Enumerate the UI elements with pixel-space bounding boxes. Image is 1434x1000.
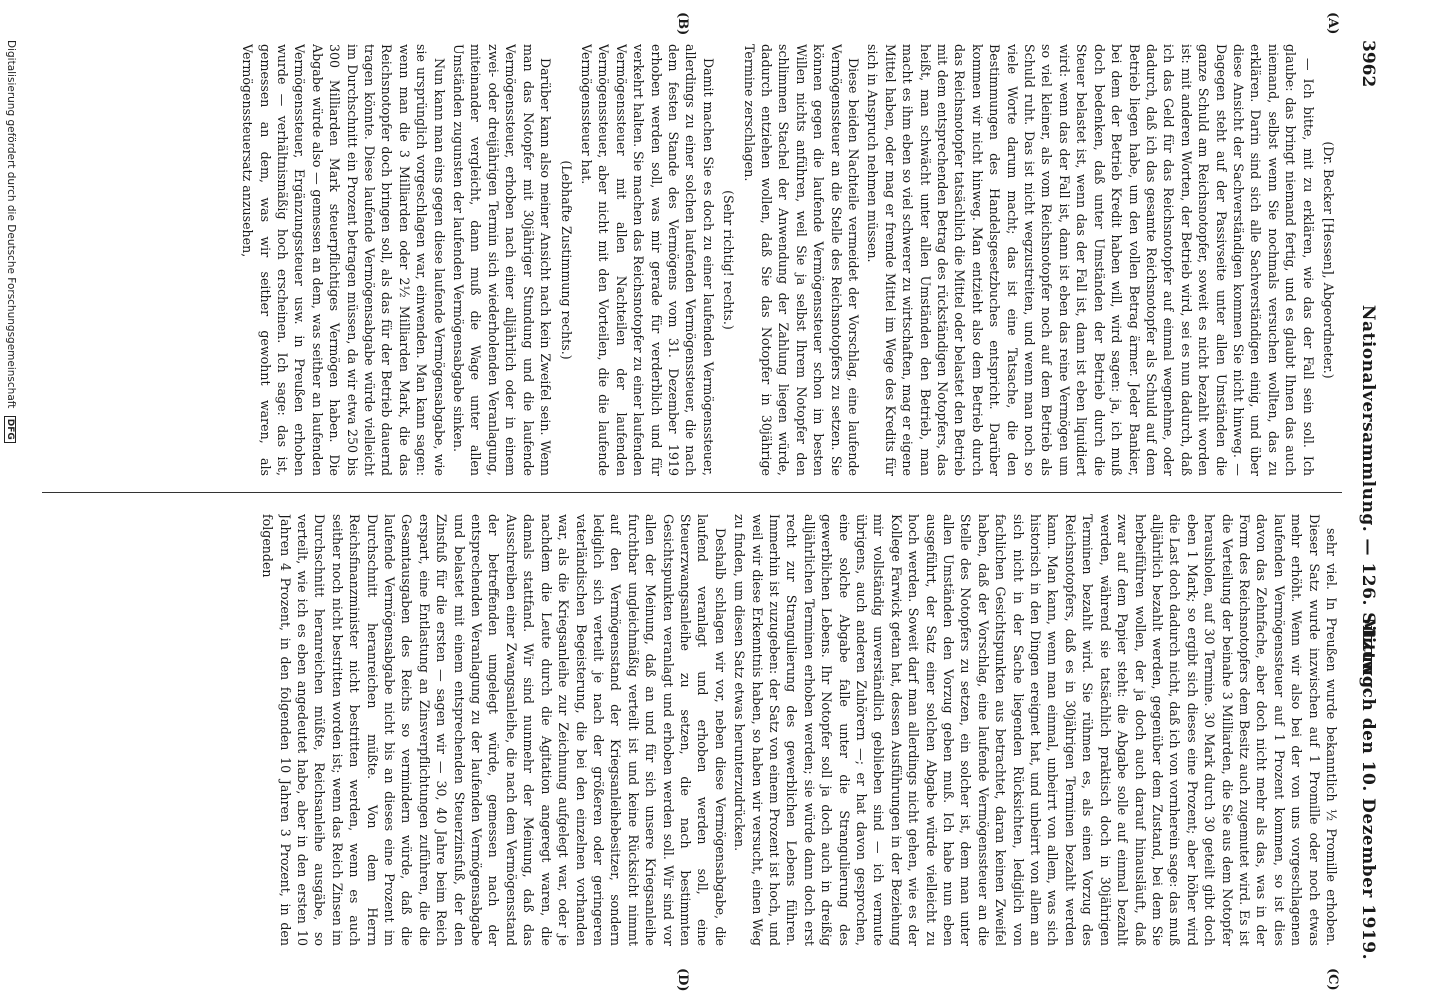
page-header [1352, 40, 1382, 960]
column-divider [42, 492, 1342, 493]
paragraph: — Ich bitte, mit zu erklären, wie das der Fall sein soll. Ich glaube: das bringt niemand fertig, und es glaubt Ihnen das auch niemand, selbst wenn Sie nochmals versuchen wollten, das zu erklären. Darin sind sich alle Sachverständigen einig, und über diese Ansicht der Sachverständigen kommen Sie nicht hinweg. — Dagegen steht auf der Passivseite unter allen Umständen die ganze Schuld am Reichsnotopfer, soweit es nicht bezahlt worden ist: mit anderen Worten, der Betrieb wird, sei es nun dadurch, daß ich das Geld für das Reichsnotopfer auf einmal wegnehme, oder dadurch, daß ich das gesamte Reichsnotopfer als Schuld auf dem Betrieb liegen habe, um den vollen Betrag ärmer. Jeder Bankier, bei dem der Betrieb Kredit haben will, wird sagen: ja, ich muß doch bedenken, daß unter Umständen der Betrieb durch die Steuer belastet ist, wenn das der Fall ist, dann ist eben liquidiert wird: wenn das der Fall ist, dann ist eben das reine Vermögen um so viel kleiner, als vom Reichsnotopfer noch auf dem Betrieb als Schuld ruht. Das ist nicht wegzustreiten, und wenn man noch so viele Worte darum macht; das ist eine Tatsache, die den Bestimmungen des Handelsgesetzbuches entspricht. Darüber kommen wir nicht hinweg. Man entzieht also dem Betrieb durch das Reichsnotopfer tatsächlich die Mittel oder belastet den Betrieb mit dem entsprechenden Betrag des rückständigen Notopfers, das heißt, man schwächt unter allen Umständen den Betrieb, man macht es ihm eben so viel schwerer zu wirtschaften, mag er eigene Mittel haben, oder mag er fremde Mittel im Wege des Kredits für sich in Anspruch nehmen müssen. [865, 44, 1316, 476]
speaker-note: (Dr. Becker [Hessen], Abgeordneter.) [1321, 141, 1336, 379]
page-number: 3962 [1358, 40, 1378, 88]
session-date: Mittwoch den 10. Dezember 1919. [1358, 617, 1378, 960]
interjection: (Sehr richtig! rechts.) [721, 190, 737, 330]
credit-text: Digitalisierung gefördert durch die Deutsche Forschungsgemeinschaft [5, 40, 17, 409]
interjection: (Lebhafte Zustimmung rechts.) [558, 160, 574, 360]
footer [4, 40, 18, 960]
margin-marker-d: (D) [675, 968, 690, 992]
paragraph: Deshalb schlagen wir vor, neben diese Vermögensabgabe, die laufend veranlagt und erhoben werden soll, eine Steuerzwangsanleihe zu setzen, die nach bestimmten Gesichtspunkten veranlagt und erhoben werden soll. Wir sind vor allen der Meinung, daß an und für sich unsere Kriegsanleihe furchtbar ungleichmäßig verteilt ist und keine Rücksicht nimmt auf den Vermögensstand der Kriegsanleihebesitzer, sondern lediglich sich verteilt je nach der größeren oder geringeren vaterländischen Begeisterung, die bei den einzelnen vorhanden war, als die Kriegsanleihe zur Zeichnung aufgelegt war, oder je nachdem die Leute durch die Agitation angeregt waren, die damals stattfand. Wir sind nunmehr der Meinung, daß das Ausschreiben einer Zwangsanleihe, die nach dem Vermögensstand der betreffenden umgelegt würde, gemessen nach der entsprechenden Veranlagung zu der laufenden Vermögensabgabe und belastet mit einem entsprechenden Steuerzinsfuß, der den Zinsfuß für die ersten — sagen wir — 30, 40 Jahre beim Reich erspart, eine Entlastung an Zinsverpflichtungen zuführen, die die Gesamtausgaben des Reichs so vermindern würde, daß die laufende Vermögensabgabe nicht bis an dieses eine Prozent im Durchschnitt heranreichen müßte. Von dem Herrn Reichsfinanzminister nicht bestritten werden, wenn es auch seither noch nicht bestritten worden ist; wenn das Reich Zinsen im Durchschnitt heranreichen müßte, Reichsanleihe ausgäbe, so verteilt, wie ich es eben angedeutet habe, aber in den ersten 10 Jahren 4 Prozent, in den folgenden 10 Jahren 3 Prozent, in den folgenden [260, 514, 728, 946]
left-column [30, 44, 1340, 476]
paragraph: sehr viel. In Preußen wurde bekanntlich ½ Promille erhoben. Dieser Satz wurde inzwischen auf 1 Promille oder noch etwas mehr erhöht. Wenn wir also bei der von uns vorgeschlagenen laufenden Vermögenssteuer auf 1 Prozent kommen, so ist dies davon das Zehnfache, aber doch nicht mehr als das, was in der Form des Reichsnotopfers dem Besitz auch zugemutet wird. Es ist die Verteilung der beinahe 3 Milliarden, die Sie aus dem Notopfer herausholen, auf 30 Termine. 30 Mark durch 30 geteilt gibt doch eben 1 Mark; so ergibt sich dieses eine Prozent; aber höher wird die Last doch dadurch nicht, daß ich von vornherein sage: das muß alljährlich bezahlt werden, gegenüber dem Zustand, bei dem Sie herbeiführen wollen, der ja doch auch darauf hinausläuft, daß zwar auf dem Papier steht: die Abgabe solle auf einmal bezahlt werden, während sie tatsächlich praktisch doch in 30jährigen Terminen bezahlt wird. Sie rühmen es, als einen Vorzug des Reichsnotopfers, daß es in 30jährigen Terminen bezahlt werden kann. Man kann, wenn man einmal, unbeirrt von allem, was sich historisch in den Dingen ereignet hat, und unbeirrt von allem an sich nicht in der Sache liegenden Rücksichten, lediglich von fachlichen Gesichtspunkten aus betrachtet, daran keinen Zweifel haben, daß der Vorschlag, eine laufende Vermögenssteuer an die Stelle des Notopfers zu setzen, ein solcher ist, dem man unter allen Umständen den Vorzug geben muß. Ich habe nun eben ausgeführt, der Satz einer solchen Abgabe würde vielleicht zu hoch werden. Soweit darf man allerdings nicht gehen, wie es der Kollege Farwick getan hat, dessen Ausführungen in der Beziehung mir vollständig unverständlich geblieben sind — ich vermute übrigens, auch anderen Zuhörern —; er hat davon gesprochen, eine solche Abgabe falle unter die Strangulierung des gewerblichen Lebens. Ihr Notopfer soll ja doch auch in dreißig alljährlichen Terminen erhoben werden; sie würde dann doch erst recht zur Strangulierung des gewerblichen Lebens führen. Immerhin ist zuzugeben: der Satz von einem Prozent ist hoch, und weil wir diese Erkenntnis haben, so haben wir versucht, einen Weg zu finden, um diesen Satz etwas herunterzudrücken. [732, 514, 1339, 946]
paragraph: Darüber kann also meiner Ansicht nach kein Zweifel sein. Wenn man das Notopfer mit 30jähriger Stundung und die laufende Vermögenssteuer, erhoben nach einer alljährlich oder in einem zwei- oder dreijährigen Termin sich wiederholenden Veranlagung, miteinander vergleicht, dann muß die Wage unter allen Umständen zugunsten der laufenden Vermögensabgabe sinken. [451, 44, 554, 476]
paragraph: Diese beiden Nachteile vermeidet der Vorschlag, eine laufende Vermögenssteuer an die Stelle des Reichsnotopfers zu setzen. Sie können gegen die laufende Vermögenssteuer schon im besten Willen nichts anführen, weil Sie ja selbst Ihrem Notopfer den schlimmen Stachel der Anwendung der Zahlung liegen würde, dadurch entziehen wollen, daß Sie das Notopfer in 30jährige Termine zerschlagen. [741, 44, 862, 476]
paragraph: Nun kann man eins gegen diese laufende Vermögensabgabe, wie sie ursprünglich vorgeschlagen war, einwenden. Man kann sagen: wenn man die 3 Milliarden oder 2½ Milliarden Mark, die das Reichsnotopfer doch bringen soll, als das für der Betrieb dauernd tragen könnte. Diese laufende Vermögensabgabe würde vielleicht im Durchschnitt ein Prozent betragen müssen, da wir etwa 250 bis 300 Milliarden Mark steuerpflichtiges Vermögen haben. Die Abgabe würde also — gemessen an dem, was seither an laufenden Vermögenssteuer, Ergänzungssteuer usw. in Preußen erhoben wurde — verhältnismäßig hoch erscheinen. Ich sage: das ist, gemessen an dem, was wir seither gewohnt waren, als Vermögenssteuersatz anzusehen, [240, 44, 447, 476]
margin-marker-a: (A) [1325, 12, 1340, 35]
margin-marker-b: (B) [675, 12, 690, 36]
paragraph: Damit machen Sie es doch zu einer laufenden Vermögenssteuer, allerdings zu einer solchen laufenden Vermögenssteuer, die nach dem festen Stande des Vermögens vom 31. Dezember 1919 erhoben werden soll, was mir gerade für verderblich und für verkehrt halten. Sie machen das Reichsnotopfer zu einer laufenden Vermögenssteuer mit allen Nachteilen der laufenden Vermögenssteuer, aber nicht mit den Vorteilen, die die laufende Vermögenssteuer hat. [578, 44, 716, 476]
digitization-credit [4, 40, 17, 443]
right-column [30, 514, 1340, 946]
margin-marker-c: (C) [1325, 968, 1340, 991]
dfg-logo: DFG [4, 416, 16, 443]
session-title: Nationalversammlung. — 126. Sitzung. [1358, 304, 1378, 696]
